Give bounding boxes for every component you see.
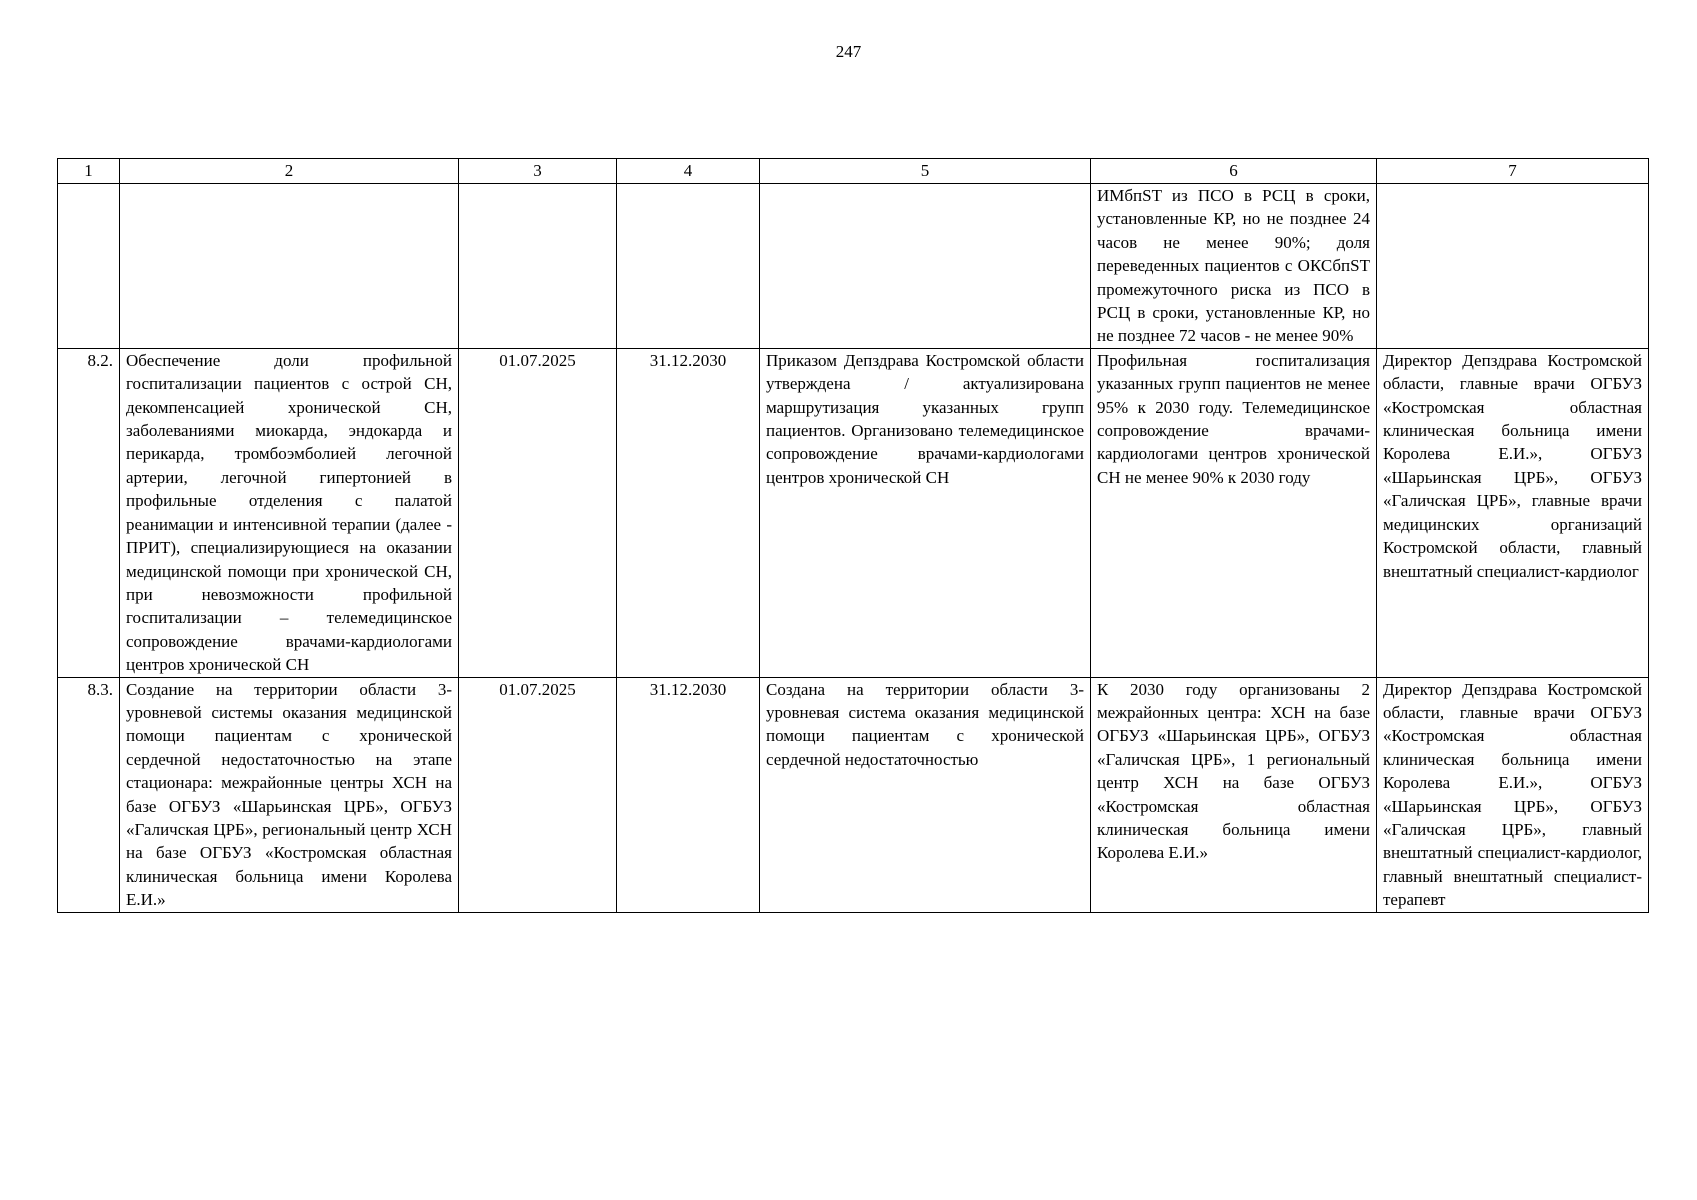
column-number-row (58, 159, 1649, 184)
row-number-cell (58, 184, 120, 349)
page-number: 247 (835, 42, 862, 61)
result-cell: Приказом Депздрава Костромской области утверждена / актуализирована маршрутизация указанных групп пациентов. Организовано телемедицинское сопровождение врачами-кардиологами центров хронической СН (760, 348, 1091, 677)
start-date-cell (459, 184, 617, 349)
action-plan-table (57, 158, 1649, 913)
result-cell: Создана на территории области 3-уровневая система оказания медицинской помощи пациентам с хронической сердечной недостаточностью (760, 677, 1091, 912)
column-header: 3 (459, 159, 617, 184)
end-date-cell (617, 184, 760, 349)
responsible-cell: Директор Депздрава Костромской области, главные врачи ОГБУЗ «Костромская областная клиническая больница имени Королева Е.И.», ОГБУЗ «Шарьинская ЦРБ», ОГБУЗ «Галичская ЦРБ», главный внештатный специалист-кардиолог, главный внештатный специалист-терапевт (1377, 677, 1649, 912)
column-header: 4 (617, 159, 760, 184)
table-row (58, 184, 1649, 349)
column-header: 7 (1377, 159, 1649, 184)
column-header: 6 (1091, 159, 1377, 184)
indicator-cell: Профильная госпитализация указанных групп пациентов не менее 95% к 2030 году. Телемедицинское сопровождение врачами-кардиологами центров хронической СН не менее 90% к 2030 году (1091, 348, 1377, 677)
column-header: 5 (760, 159, 1091, 184)
activity-cell (120, 184, 459, 349)
end-date-cell: 31.12.2030 (617, 677, 760, 912)
activity-cell: Создание на территории области 3-уровневой системы оказания медицинской помощи пациентам с хронической сердечной недостаточностью на этапе стационара: межрайонные центры ХСН на базе ОГБУЗ «Шарьинская ЦРБ», ОГБУЗ «Галичская ЦРБ», региональный центр ХСН на базе ОГБУЗ «Костромская областная клиническая больница имени Королева Е.И.» (120, 677, 459, 912)
end-date-cell: 31.12.2030 (617, 348, 760, 677)
table-row (58, 348, 1649, 677)
column-header: 1 (58, 159, 120, 184)
table-row (58, 677, 1649, 912)
activity-cell: Обеспечение доли профильной госпитализации пациентов с острой СН, декомпенсацией хронической СН, заболеваниями миокарда, эндокарда и перикарда, тромбоэмболией легочной артерии, легочной гипертонией в профильные отделения с палатой реанимации и интенсивной терапии (далее - ПРИТ), специализирующиеся на оказании медицинской помощи при хронической СН, при невозможности профильной госпитализации – телемедицинское сопровождение врачами-кардиологами центров хронической СН (120, 348, 459, 677)
row-number-cell: 8.3. (58, 677, 120, 912)
indicator-cell: ИМбпST из ПСО в РСЦ в сроки, установленные КР, но не позднее 24 часов не менее 90%; доля переведенных пациентов с ОКСбпST промежуточного риска из ПСО в РСЦ в сроки, установленные КР, но не позднее 72 часов - не менее 90% (1091, 184, 1377, 349)
indicator-cell: К 2030 году организованы 2 межрайонных центра: ХСН на базе ОГБУЗ «Шарьинская ЦРБ», ОГБУЗ «Галичская ЦРБ», 1 региональный центр ХСН на базе ОГБУЗ «Костромская областная клиническая больница имени Королева Е.И.» (1091, 677, 1377, 912)
start-date-cell: 01.07.2025 (459, 677, 617, 912)
result-cell (760, 184, 1091, 349)
start-date-cell: 01.07.2025 (459, 348, 617, 677)
column-header: 2 (120, 159, 459, 184)
responsible-cell (1377, 184, 1649, 349)
row-number-cell: 8.2. (58, 348, 120, 677)
responsible-cell: Директор Депздрава Костромской области, главные врачи ОГБУЗ «Костромская областная клиническая больница имени Королева Е.И.», ОГБУЗ «Шарьинская ЦРБ», ОГБУЗ «Галичская ЦРБ», главные врачи медицинских организаций Костромской области, главный внештатный специалист-кардиолог (1377, 348, 1649, 677)
